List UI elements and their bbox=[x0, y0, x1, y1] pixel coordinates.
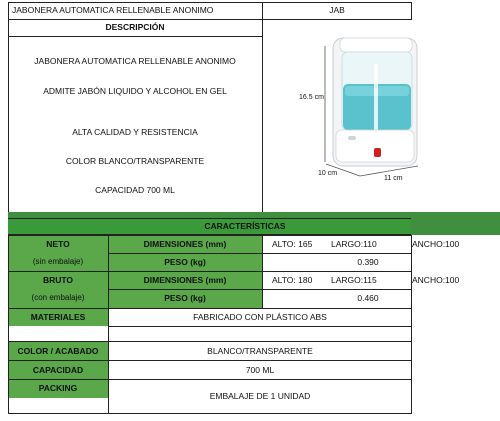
bruto-peso: 0.460 bbox=[357, 293, 379, 303]
description-line-3: ALTA CALIDAD Y RESISTENCIA bbox=[72, 127, 198, 137]
description-line-4: COLOR BLANCO/TRANSPARENTE bbox=[65, 156, 205, 166]
bruto-alto: ALTO: 180 bbox=[272, 275, 313, 285]
neto-largo: LARGO:110 bbox=[331, 239, 377, 249]
materials-value: FABRICADO CON PLÁSTICO ABS bbox=[193, 312, 327, 322]
neto-alto: ALTO: 165 bbox=[272, 239, 313, 249]
dispenser-image bbox=[290, 24, 450, 214]
height-label: 16.5 cm bbox=[299, 94, 324, 101]
description-line-2: ADMITE JABÓN LIQUIDO Y ALCOHOL EN GEL bbox=[43, 86, 227, 96]
bruto-dim-label: DIMENSIONES (mm) bbox=[143, 275, 227, 285]
capacity-label: CAPACIDAD bbox=[32, 365, 84, 375]
product-code: JAB bbox=[329, 5, 345, 15]
description-line-1: JABONERA AUTOMATICA RELLENABLE ANONIMO bbox=[34, 56, 236, 66]
color-value: BLANCO/TRANSPARENTE bbox=[207, 346, 313, 356]
packing-value: EMBALAJE DE 1 UNIDAD bbox=[209, 391, 311, 401]
bruto-sub: (con embalaje) bbox=[31, 293, 85, 302]
neto-label: NETO bbox=[46, 239, 70, 249]
neto-weight-label: PESO (kg) bbox=[164, 257, 206, 267]
neto-sub: (sin embalaje) bbox=[32, 257, 84, 266]
bruto-ancho: ANCHO:100 bbox=[412, 275, 460, 285]
neto-ancho: ANCHO:100 bbox=[412, 239, 460, 249]
packing-label: PACKING bbox=[38, 383, 78, 393]
characteristics-title: CARACTERÍSTICAS bbox=[204, 221, 286, 231]
bruto-label: BRUTO bbox=[42, 275, 74, 285]
description-title: DESCRIPCIÓN bbox=[105, 22, 165, 32]
capacity-value: 700 ML bbox=[245, 365, 275, 375]
product-title: JABONERA AUTOMATICA RELLENABLE ANONIMO bbox=[12, 5, 214, 15]
color-label: COLOR / ACABADO bbox=[17, 346, 99, 356]
neto-dim-label: DIMENSIONES (mm) bbox=[143, 239, 227, 249]
depth-label: 10 cm bbox=[318, 170, 338, 177]
materials-label: MATERIALES bbox=[30, 312, 86, 322]
bruto-weight-label: PESO (kg) bbox=[164, 293, 206, 303]
bruto-largo: LARGO:115 bbox=[331, 275, 377, 285]
width-label: 11 cm bbox=[384, 175, 403, 182]
description-line-5: CAPACIDAD 700 ML bbox=[95, 185, 175, 195]
neto-peso: 0.390 bbox=[357, 257, 379, 267]
